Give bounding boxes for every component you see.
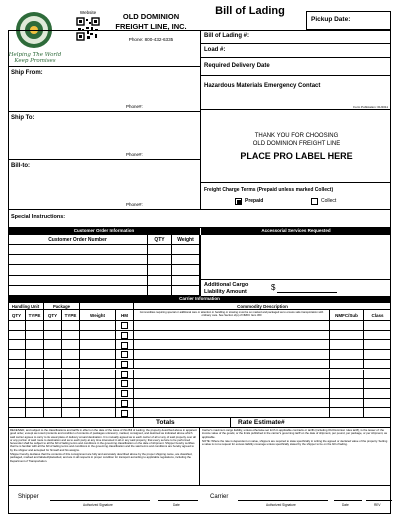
nmfc-cell[interactable] (330, 370, 364, 380)
class-cell[interactable] (364, 350, 391, 360)
hu-type-cell[interactable] (26, 389, 44, 399)
hu-type-header: TYPE (26, 310, 44, 321)
delivery-date-field[interactable] (200, 58, 391, 76)
customer-order-table (8, 235, 200, 296)
pkg-qty-cell[interactable] (44, 370, 62, 380)
nmfc-cell[interactable] (330, 340, 364, 350)
customer-order-qty-header: QTY (148, 235, 172, 245)
weight-cell[interactable] (80, 370, 116, 380)
hu-type-cell[interactable] (26, 379, 44, 389)
hm-checkbox[interactable] (121, 342, 128, 349)
customer-order-number-cell[interactable] (8, 245, 148, 255)
accessorial-area[interactable] (200, 235, 391, 279)
pkg-qty-header: QTY (44, 310, 62, 321)
nmfc-cell[interactable] (330, 408, 364, 418)
pkg-type-cell[interactable] (62, 340, 80, 350)
hm-cell (116, 389, 134, 399)
terms-right-block (200, 428, 391, 485)
load-number-field[interactable] (200, 44, 391, 58)
commodity-cell[interactable] (134, 321, 330, 331)
shipper-signature-line[interactable] (50, 500, 150, 501)
prepaid-checkbox[interactable] (235, 198, 242, 205)
hu-type-cell[interactable] (26, 321, 44, 331)
company-tagline: Helping The World Keep Promises (8, 52, 62, 64)
hu-type-cell[interactable] (26, 350, 44, 360)
pickup-date-field[interactable] (306, 11, 391, 30)
pkg-type-cell[interactable] (62, 370, 80, 380)
weight-spacer (80, 303, 134, 310)
website-label: Website (79, 10, 97, 15)
customer-order-weight-header: Weight (172, 235, 200, 245)
collect-checkbox[interactable] (311, 198, 318, 205)
totals-row (8, 418, 391, 428)
nmfc-header: NMFC/Sub (330, 310, 364, 321)
class-cell[interactable] (364, 389, 391, 399)
hm-cell (116, 321, 134, 331)
pkg-qty-cell[interactable] (44, 360, 62, 370)
freight-terms-label: Freight Charge Terms (Prepaid unless marked Collect) (204, 187, 334, 193)
customer-order-qty-cell[interactable] (148, 265, 172, 275)
customer-order-weight-cell[interactable] (172, 255, 200, 265)
totals-label: Totals (156, 419, 175, 426)
special-instructions-label: Special Instructions: (11, 214, 66, 220)
hu-type-cell[interactable] (26, 340, 44, 350)
weight-cell[interactable] (80, 389, 116, 399)
commodity-cell[interactable] (134, 331, 330, 341)
company-name: OLD DOMINION FREIGHT LINE, INC. (115, 12, 187, 31)
pkg-qty-cell[interactable] (44, 379, 62, 389)
pro-label-area (200, 110, 391, 182)
place-pro-label-text: PLACE PRO LABEL HERE (240, 151, 353, 161)
bol-number-field[interactable] (200, 30, 391, 44)
customer-order-number-cell[interactable] (8, 276, 148, 286)
bill-to-label: Bill-to: (11, 163, 30, 169)
nmfc-cell[interactable] (330, 399, 364, 409)
pkg-type-cell[interactable] (62, 331, 80, 341)
totals-left-cells (8, 418, 134, 428)
hu-qty-cell[interactable] (8, 399, 26, 409)
weight-cell[interactable] (80, 321, 116, 331)
pkg-qty-cell[interactable] (44, 399, 62, 409)
hm-cell (116, 350, 134, 360)
ship-to-phone-label: Phone#: (126, 152, 143, 157)
bill-to-phone-label: Phone#: (126, 202, 143, 207)
delivery-date-label: Required Delivery Date (204, 63, 270, 69)
nmfc-cell[interactable] (330, 379, 364, 389)
customer-order-weight-cell[interactable] (172, 276, 200, 286)
nmfc-cell[interactable] (330, 389, 364, 399)
carrier-rev-caption: REV (374, 503, 381, 507)
ship-to-section[interactable] (8, 112, 200, 160)
commodity-note: Commodities requiring special or additional care or attention in handling or stowing must be so marked and packaged as to ensure safe transportation with ordinary care. See Section 2(e) of NMFC Item 360 (134, 310, 330, 321)
customer-order-number-header: Customer Order Number (8, 235, 148, 245)
accessorial-services-bar: Accessorial Services Requested (201, 228, 391, 235)
carrier-label: Carrier (210, 494, 229, 500)
hm-checkbox[interactable] (121, 371, 128, 378)
hm-cell (116, 370, 134, 380)
customer-order-weight-cell[interactable] (172, 265, 200, 275)
terms-left-block (8, 428, 200, 485)
pkg-qty-cell[interactable] (44, 350, 62, 360)
hu-qty-cell[interactable] (8, 408, 26, 418)
prepaid-label: Prepaid (245, 198, 264, 204)
hazmat-contact-field[interactable] (200, 76, 391, 110)
class-cell[interactable] (364, 370, 391, 380)
hm-checkbox[interactable] (121, 410, 128, 417)
dollar-sign: $ (271, 283, 276, 292)
carrier-date-line[interactable] (334, 500, 362, 501)
commodity-description-header: Commodity Description (134, 303, 391, 310)
carrier-date-caption: Date (342, 503, 349, 507)
hm-cell (116, 340, 134, 350)
pkg-type-cell[interactable] (62, 408, 80, 418)
commodity-cell[interactable] (134, 408, 330, 418)
commodity-cell[interactable] (134, 340, 330, 350)
hm-cell (116, 399, 134, 409)
pkg-type-cell[interactable] (62, 321, 80, 331)
carrier-rev-line[interactable] (366, 500, 392, 501)
customer-order-qty-cell[interactable] (148, 255, 172, 265)
customer-order-qty-cell[interactable] (148, 245, 172, 255)
customer-order-info-bar: Customer Order Information (8, 228, 200, 235)
class-cell[interactable] (364, 331, 391, 341)
ship-from-section[interactable] (8, 66, 200, 112)
document-title: Bill of Lading (215, 5, 285, 17)
terms-left-text: RECEIVED, and subject to the classifications and tariffs in effect on the date of the issue of this Bill of Lading, the property described above in apparent good order, except as noted (contents and condition of contents of packages unknown), marked, consigned, and destined as indicated above which said carrier agrees to carry to its usual place of delivery at said destination. It is mutually agreed as to each carrier of all or any of said property over all or any portion of said route to destination and as to each party at any time interested in all or any said property, that every service to be performed hereunder shall be subject to all the bill of lading terms and conditions in the governing classification on the date of shipment. Shipper hereby certifies that he is familiar with all the bill of lading terms and conditions in the governing classification and the said terms and conditions are hereby agreed to by the shipper and accepted for himself and his assigns. (10, 428, 197, 452)
pkg-type-cell[interactable] (62, 350, 80, 360)
hu-qty-cell[interactable] (8, 370, 26, 380)
pickup-date-label: Pickup Date: (311, 16, 351, 23)
pkg-type-cell[interactable] (62, 389, 80, 399)
nmfc-cell[interactable] (330, 321, 364, 331)
terms-left-text-2: Shipper hereby declares that the contents of this consignment are fully and accurately described above by the proper shipping name, are classified, packaged, marked and labeled/placarded, and are in all respects in proper condition for transport according to applicable regulations, including the Department of Transportation. (10, 452, 193, 463)
class-cell[interactable] (364, 340, 391, 350)
thank-you-text: THANK YOU FOR CHOOSING OLD DOMINION FREIGHT LINE (252, 133, 341, 147)
form-publication: Form Publication: 01/2011 (353, 105, 388, 109)
customer-order-qty-cell[interactable] (148, 286, 172, 296)
hu-type-cell[interactable] (26, 360, 44, 370)
carrier-signature-line[interactable] (238, 500, 328, 501)
pkg-type-cell[interactable] (62, 360, 80, 370)
weight-cell[interactable] (80, 340, 116, 350)
commodity-cell[interactable] (134, 389, 330, 399)
hm-checkbox[interactable] (121, 400, 128, 407)
terms-right-text: Carrier's maximum cargo liability, unless otherwise set forth in applicable contracts or tariffs (including Old Dominion rules tariff), is the lesser of: the invoice value of the goods; or the limits published in the carrier's governing tariff on the date of shipment, per pound, per package, or per shipment, as applicable. (202, 428, 388, 439)
shipper-date-line[interactable] (158, 500, 198, 501)
weight-cell[interactable] (80, 350, 116, 360)
hm-checkbox[interactable] (121, 351, 128, 358)
bill-to-section[interactable] (8, 160, 200, 210)
commodity-cell[interactable] (134, 360, 330, 370)
bol-number-label: Bill of Lading #: (204, 33, 249, 39)
hazmat-contact-label: Hazardous Materials Emergency Contact (204, 83, 321, 89)
cargo-liability-label: Additional Cargo Liability Amount (204, 282, 249, 295)
commodity-cell[interactable] (134, 399, 330, 409)
customer-order-weight-cell[interactable] (172, 286, 200, 296)
totals-divider (230, 418, 231, 428)
cargo-liability-field[interactable] (200, 279, 391, 296)
pkg-qty-cell[interactable] (44, 331, 62, 341)
weight-cell[interactable] (80, 399, 116, 409)
cargo-liability-line (277, 292, 337, 293)
hm-checkbox[interactable] (121, 390, 128, 397)
hm-cell (116, 331, 134, 341)
handling-unit-header: Handling Unit (8, 303, 44, 310)
weight-cell[interactable] (80, 379, 116, 389)
class-cell[interactable] (364, 408, 391, 418)
hu-qty-header: QTY (8, 310, 26, 321)
hu-qty-cell[interactable] (8, 389, 26, 399)
pkg-type-cell[interactable] (62, 399, 80, 409)
signature-row (8, 485, 391, 514)
freight-terms-section (200, 182, 391, 210)
ship-from-label: Ship From: (11, 70, 43, 76)
hm-checkbox[interactable] (121, 322, 128, 329)
company-phone: Phone: 800-432-6335 (128, 37, 174, 42)
carrier-info-bar: Carrier Information (8, 296, 391, 303)
nmfc-cell[interactable] (330, 331, 364, 341)
carrier-signature-caption: Authorized Signature (266, 503, 296, 507)
weight-cell[interactable] (80, 360, 116, 370)
customer-order-number-cell[interactable] (8, 255, 148, 265)
hu-qty-cell[interactable] (8, 340, 26, 350)
load-number-label: Load #: (204, 47, 226, 53)
hu-qty-cell[interactable] (8, 360, 26, 370)
shipper-signature-caption: Authorized Signature (83, 503, 113, 507)
ship-from-phone-label: Phone#: (126, 104, 143, 109)
hm-cell (116, 379, 134, 389)
customer-order-weight-cell[interactable] (172, 245, 200, 255)
hu-type-cell[interactable] (26, 399, 44, 409)
class-header: Class (364, 310, 391, 321)
commodity-cell[interactable] (134, 370, 330, 380)
pkg-type-header: TYPE (62, 310, 80, 321)
shipper-label: Shipper (18, 494, 39, 500)
pkg-qty-cell[interactable] (44, 389, 62, 399)
pkg-type-cell[interactable] (62, 379, 80, 389)
ship-to-label: Ship To: (11, 115, 35, 121)
hm-checkbox[interactable] (121, 380, 128, 387)
nmfc-cell[interactable] (330, 360, 364, 370)
special-instructions-section[interactable] (8, 210, 391, 228)
pkg-qty-cell[interactable] (44, 321, 62, 331)
customer-order-number-cell[interactable] (8, 265, 148, 275)
hm-cell (116, 408, 134, 418)
hu-qty-cell[interactable] (8, 379, 26, 389)
hm-cell (116, 360, 134, 370)
weight-cell[interactable] (80, 331, 116, 341)
pkg-qty-cell[interactable] (44, 408, 62, 418)
rate-estimate-label: Rate Estimate# (238, 419, 285, 426)
hm-checkbox[interactable] (121, 332, 128, 339)
class-cell[interactable] (364, 360, 391, 370)
hu-type-cell[interactable] (26, 331, 44, 341)
class-cell[interactable] (364, 379, 391, 389)
weight-cell[interactable] (80, 408, 116, 418)
hu-type-cell[interactable] (26, 408, 44, 418)
pkg-qty-cell[interactable] (44, 340, 62, 350)
shipper-date-caption: Date (173, 503, 180, 507)
package-header: Package (44, 303, 80, 310)
class-cell[interactable] (364, 321, 391, 331)
hu-qty-cell[interactable] (8, 321, 26, 331)
terms-right-text-2: NOTE: Where the rate is dependent on value, shippers are required to state specifically in writing the agreed or declared value of the property. Setting a value is not a request for excess liability coverage unless specifically stated by the shipper to be on the bill of lading. (202, 438, 388, 447)
hu-qty-cell[interactable] (8, 331, 26, 341)
commodity-cell[interactable] (134, 379, 330, 389)
hu-type-cell[interactable] (26, 370, 44, 380)
collect-label: Collect (321, 198, 337, 204)
nmfc-cell[interactable] (330, 350, 364, 360)
commodity-cell[interactable] (134, 350, 330, 360)
hm-checkbox[interactable] (121, 361, 128, 368)
hu-qty-cell[interactable] (8, 350, 26, 360)
customer-order-number-cell[interactable] (8, 286, 148, 296)
customer-order-qty-cell[interactable] (148, 276, 172, 286)
hm-header: HM (116, 310, 134, 321)
carrier-table (8, 303, 391, 418)
weight-header: Weight (80, 310, 116, 321)
class-cell[interactable] (364, 399, 391, 409)
